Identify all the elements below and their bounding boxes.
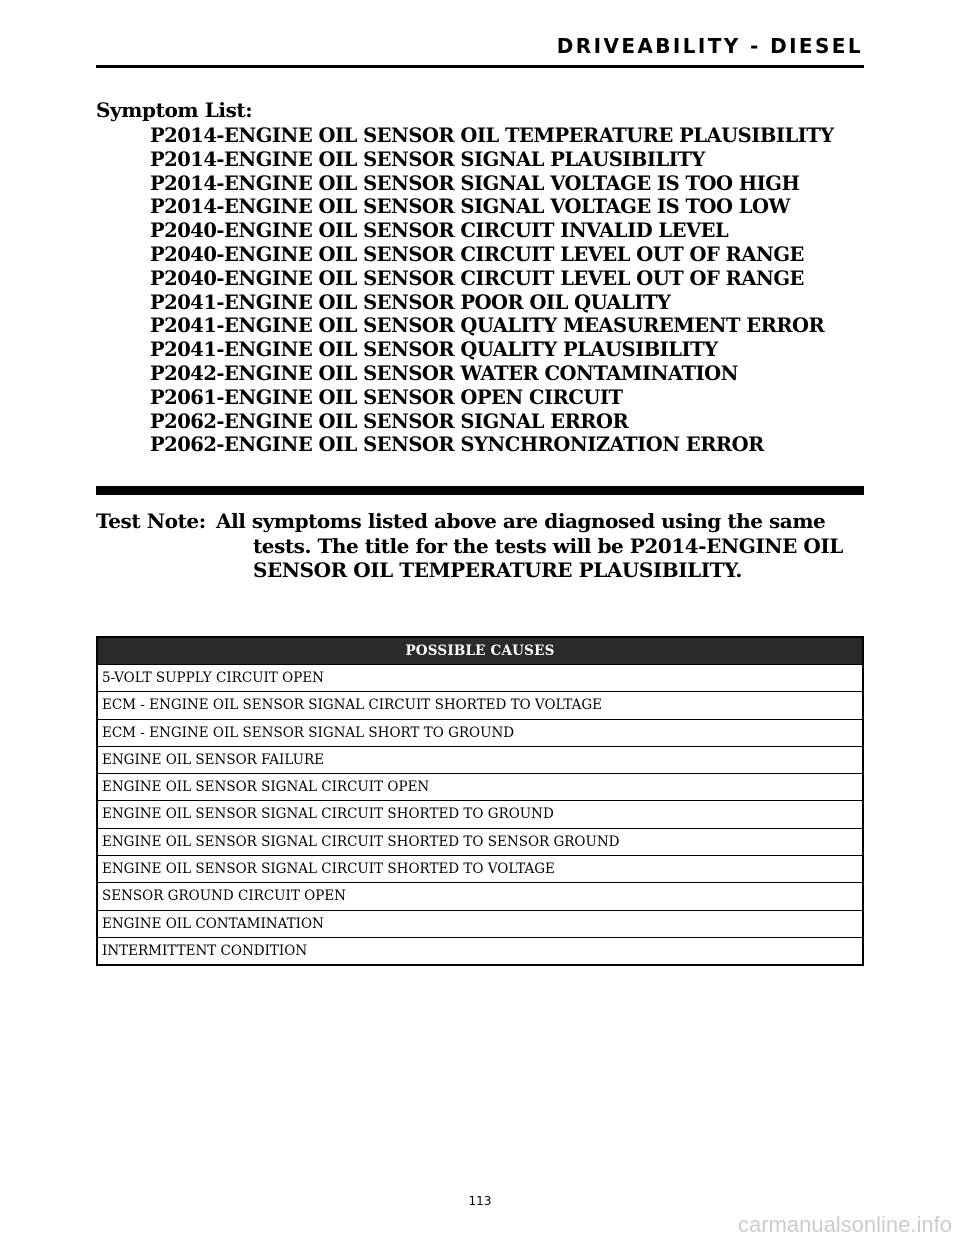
cause-row: ENGINE OIL CONTAMINATION xyxy=(98,910,862,937)
symptom-item: P2041-ENGINE OIL SENSOR QUALITY PLAUSIBILITY xyxy=(150,338,718,362)
symptom-item: P2041-ENGINE OIL SENSOR POOR OIL QUALITY xyxy=(150,290,671,314)
symptom-item: P2062-ENGINE OIL SENSOR SIGNAL ERROR xyxy=(150,409,629,433)
possible-causes-header: POSSIBLE CAUSES xyxy=(98,638,862,664)
cause-row: ECM - ENGINE OIL SENSOR SIGNAL SHORT TO GROUND xyxy=(98,719,862,746)
symptom-item: P2040-ENGINE OIL SENSOR CIRCUIT LEVEL OUT OF RANGE xyxy=(150,242,804,266)
symptom-item: P2040-ENGINE OIL SENSOR CIRCUIT LEVEL OUT OF RANGE xyxy=(150,266,804,290)
symptom-item: P2061-ENGINE OIL SENSOR OPEN CIRCUIT xyxy=(150,385,623,409)
section-divider xyxy=(96,486,864,495)
possible-causes-table xyxy=(96,636,864,966)
cause-row: SENSOR GROUND CIRCUIT OPEN xyxy=(98,882,862,909)
symptom-item: P2014-ENGINE OIL SENSOR SIGNAL PLAUSIBILITY xyxy=(150,147,705,171)
symptom-list xyxy=(150,124,834,457)
symptom-item: P2040-ENGINE OIL SENSOR CIRCUIT INVALID LEVEL xyxy=(150,219,729,243)
cause-row: ENGINE OIL SENSOR SIGNAL CIRCUIT SHORTED TO GROUND xyxy=(98,800,862,827)
symptom-list-heading: Symptom List: xyxy=(96,98,253,122)
symptom-item: P2042-ENGINE OIL SENSOR WATER CONTAMINATION xyxy=(150,361,738,385)
section-title: DRIVEABILITY - DIESEL xyxy=(556,34,863,58)
cause-row: ENGINE OIL SENSOR SIGNAL CIRCUIT SHORTED TO SENSOR GROUND xyxy=(98,828,862,855)
cause-row: ENGINE OIL SENSOR SIGNAL CIRCUIT OPEN xyxy=(98,773,862,800)
watermark: carmanualsonline.info xyxy=(737,1212,952,1237)
page-number: 113 xyxy=(468,1194,492,1208)
symptom-item: P2014-ENGINE OIL SENSOR SIGNAL VOLTAGE IS TOO HIGH xyxy=(150,171,800,195)
cause-row: 5-VOLT SUPPLY CIRCUIT OPEN xyxy=(98,664,862,691)
header-rule xyxy=(96,65,864,68)
symptom-item: P2041-ENGINE OIL SENSOR QUALITY MEASUREMENT ERROR xyxy=(150,314,825,338)
cause-row: ENGINE OIL SENSOR FAILURE xyxy=(98,746,862,773)
symptom-item: P2014-ENGINE OIL SENSOR OIL TEMPERATURE PLAUSIBILITY xyxy=(150,124,834,147)
symptom-item: P2014-ENGINE OIL SENSOR SIGNAL VOLTAGE IS TOO LOW xyxy=(150,195,790,219)
test-note-text: All symptoms listed above are diagnosed using the same tests. The title for the tests will be P2014-ENGINE OIL SENSOR OIL TEMPERATURE PLAUSIBILITY. xyxy=(216,509,843,582)
cause-row: ECM - ENGINE OIL SENSOR SIGNAL CIRCUIT SHORTED TO VOLTAGE xyxy=(98,691,862,718)
cause-row: ENGINE OIL SENSOR SIGNAL CIRCUIT SHORTED TO VOLTAGE xyxy=(98,855,862,882)
test-note-label: Test Note: xyxy=(96,509,206,533)
symptom-item: P2062-ENGINE OIL SENSOR SYNCHRONIZATION ERROR xyxy=(150,433,764,457)
cause-row: INTERMITTENT CONDITION xyxy=(98,937,862,964)
